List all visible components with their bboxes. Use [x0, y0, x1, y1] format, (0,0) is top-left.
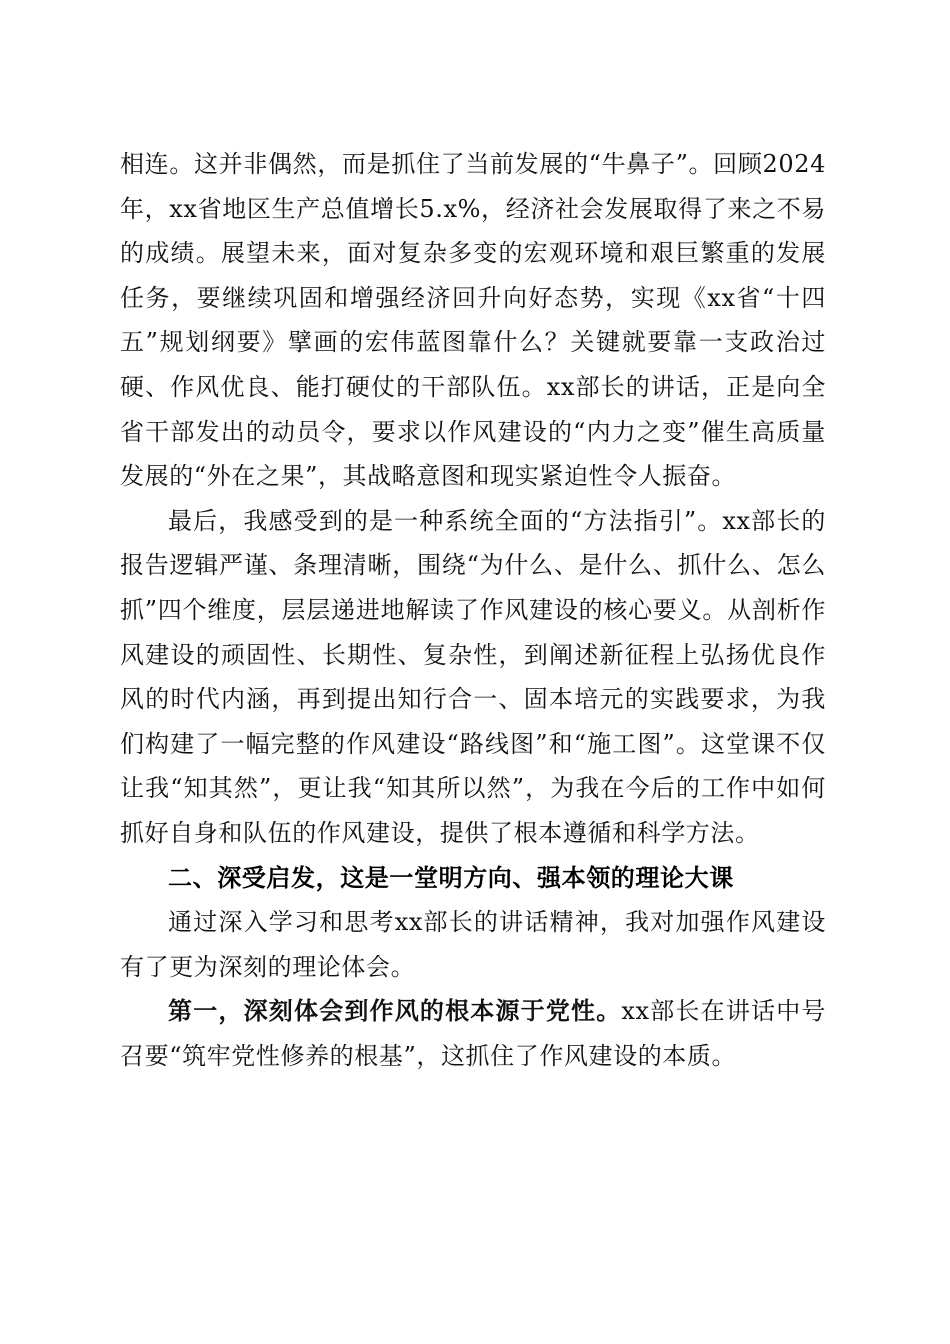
- paragraph-continuation: 相连。这并非偶然，而是抓住了当前发展的“牛鼻子”。回顾2024年，xx省地区生产总值增长5.x%，经济社会发展取得了来之不易的成绩。展望未来，面对复杂多变的宏观环境和艰巨繁重的发展任务，要继续巩固和增强经济回升向好态势，实现《xx省“十四五”规划纲要》擘画的宏伟蓝图靠什么？关键就要靠一支政治过硬、作风优良、能打硬仗的干部队伍。xx部长的讲话，正是向全省干部发出的动员令，要求以作风建设的“内力之变”催生高质量发展的“外在之果”，其战略意图和现实紧迫性令人振奋。: [120, 150, 826, 491]
- paragraph-method-guidance: 最后，我感受到的是一种系统全面的“方法指引”。xx部长的报告逻辑严谨、条理清晰，围绕“为什么、是什么、抓什么、怎么抓”四个维度，层层递进地解读了作风建设的核心要义。从剖析作风建设的顽固性、长期性、复杂性，到阐述新征程上弘扬优良作风的时代内涵，再到提出知行合一、固本培元的实践要求，为我们构建了一幅完整的作风建设“路线图”和“施工图”。这堂课不仅让我“知其然”，更让我“知其所以然”，为我在今后的工作中如何抓好自身和队伍的作风建设，提供了根本遵循和科学方法。: [120, 506, 826, 847]
- document-body: [120, 142, 826, 1078]
- first-point-body: xx部长在讲话中号召要“筑牢党性修养的根基”，这抓住了作风建设的本质。: [120, 997, 826, 1070]
- first-point-lead: 第一，深刻体会到作风的根本源于党性。: [168, 997, 622, 1026]
- section-heading: 二、深受启发，这是一堂明方向、强本领的理论大课: [168, 863, 734, 892]
- paragraph-first-point: [120, 989, 826, 1078]
- paragraph-intro: 通过深入学习和思考xx部长的讲话精神，我对加强作风建设有了更为深刻的理论体会。: [120, 908, 826, 981]
